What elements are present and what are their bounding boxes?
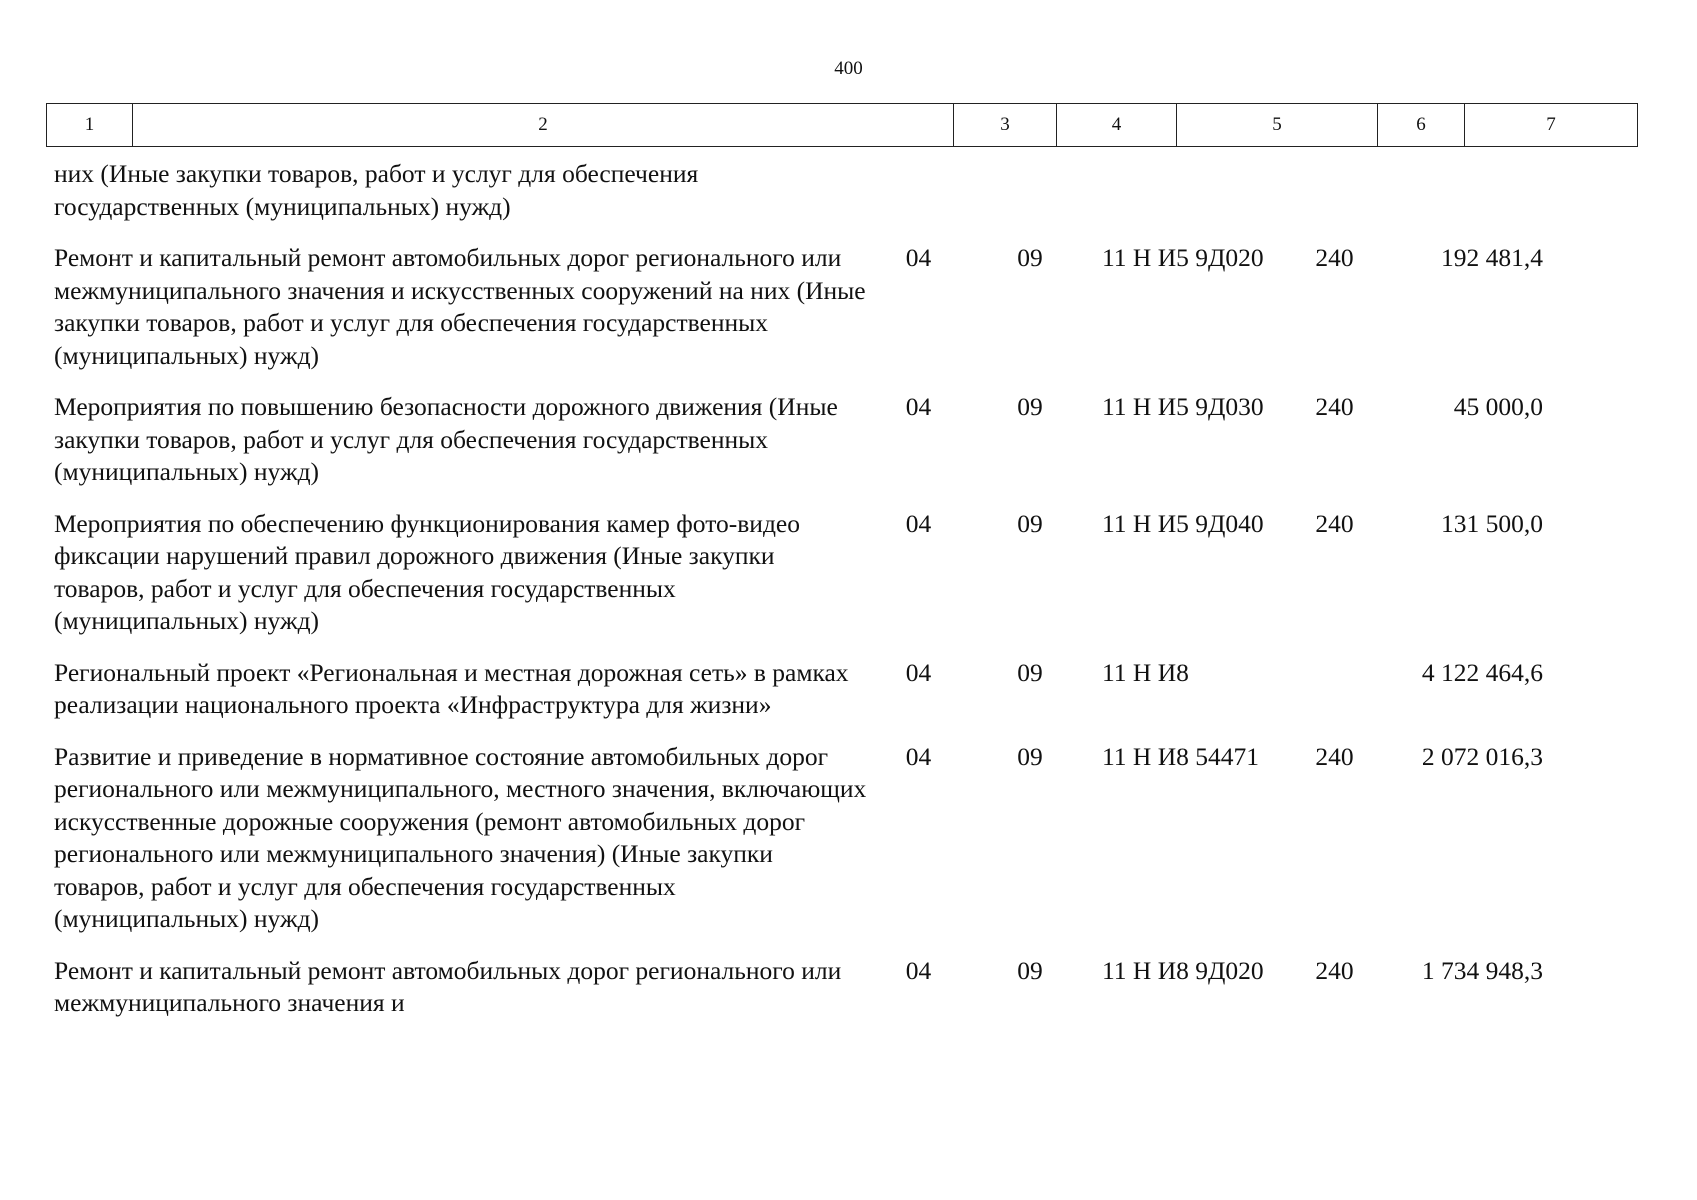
table-row	[46, 741, 1637, 936]
row-target-code: 11 Н И8 54471	[1102, 741, 1260, 771]
row-amount: 2 072 016,3	[1421, 741, 1543, 771]
table-row	[46, 391, 1637, 489]
row-subsection	[970, 158, 1090, 223]
table-row	[46, 657, 1637, 722]
table-row	[46, 158, 1637, 223]
row-name: Развитие и приведение в нормативное состояние автомобильных дорог регионального или межмуниципального, местного значения, включающих искусственные дорожные сооружения (ремонт автомобильных дорог регионального или межмуниципального значения) (Иные закупки товаров, работ и услуг для обеспечения государственных (муниципальных) нужд)	[54, 741, 867, 933]
row-target-code: 11 Н И8	[1102, 657, 1189, 687]
row-section: 04	[905, 243, 932, 272]
column-header-1: 1	[47, 104, 133, 147]
row-amount: 192 481,4	[1441, 243, 1543, 272]
row-subsection: 09	[1017, 955, 1043, 985]
row-name: Мероприятия по повышению безопасности дорожного движения (Иные закупки товаров, работ и услуг для обеспечения государственных (муниципальных) нужд)	[54, 392, 838, 486]
row-expense-type	[1291, 158, 1378, 223]
row-amount: 1 734 948,3	[1421, 955, 1543, 985]
row-subsection: 09	[1017, 508, 1043, 538]
row-subsection: 09	[1017, 741, 1043, 771]
table-row	[46, 955, 1637, 1020]
row-name: Ремонт и капитальный ремонт автомобильных дорог регионального или межмуниципального значения и искусственных сооружений на них (Иные закупки товаров, работ и услуг для обеспечения государственных (муниципальных) нужд)	[54, 243, 866, 370]
row-subsection: 09	[1017, 392, 1043, 421]
row-target-code	[1090, 158, 1291, 223]
row-section	[867, 158, 970, 223]
column-header-2: 2	[133, 104, 954, 147]
row-target-code: 11 Н И8 9Д020	[1102, 955, 1264, 985]
row-expense-type: 240	[1315, 508, 1354, 538]
page-number: 400	[834, 58, 863, 79]
row-amount: 4 122 464,6	[1421, 657, 1543, 687]
column-header-3: 3	[954, 104, 1057, 147]
table-row	[46, 242, 1637, 372]
row-amount: 45 000,0	[1453, 392, 1543, 421]
row-subsection: 09	[1017, 243, 1043, 272]
row-amount: 131 500,0	[1441, 508, 1543, 538]
row-name: них (Иные закупки товаров, работ и услуг для обеспечения государственных (муниципальных) нужд)	[54, 159, 699, 221]
row-section: 04	[905, 392, 932, 421]
row-section: 04	[905, 657, 932, 687]
table-row	[46, 508, 1637, 638]
column-header-4: 4	[1057, 104, 1177, 147]
row-expense-type: 240	[1315, 243, 1354, 272]
column-header-7: 7	[1465, 104, 1638, 147]
row-name: Региональный проект «Региональная и местная дорожная сеть» в рамках реализации национального проекта «Инфраструктура для жизни»	[54, 657, 849, 719]
row-expense-type	[1291, 657, 1378, 722]
row-name: Ремонт и капитальный ремонт автомобильных дорог регионального или межмуниципального значения и	[54, 955, 842, 1017]
row-section: 04	[905, 508, 932, 538]
row-expense-type: 240	[1315, 741, 1354, 771]
row-target-code: 11 Н И5 9Д020	[1102, 243, 1264, 272]
row-expense-type: 240	[1315, 392, 1354, 421]
row-section: 04	[905, 955, 932, 985]
row-target-code: 11 Н И5 9Д030	[1102, 392, 1264, 421]
column-header-6: 6	[1378, 104, 1465, 147]
row-section: 04	[905, 741, 932, 771]
column-header-5: 5	[1177, 104, 1378, 147]
row-subsection: 09	[1017, 657, 1043, 687]
row-expense-type: 240	[1315, 955, 1354, 985]
row-name: Мероприятия по обеспечению функционирования камер фото-видео фиксации нарушений правил дорожного движения (Иные закупки товаров, работ и услуг для обеспечения государственных (муниципальных) нужд)	[54, 508, 800, 635]
column-header-row	[46, 103, 1638, 147]
row-target-code: 11 Н И5 9Д040	[1102, 508, 1264, 538]
row-amount	[1378, 158, 1551, 223]
table-body	[46, 158, 1637, 1039]
